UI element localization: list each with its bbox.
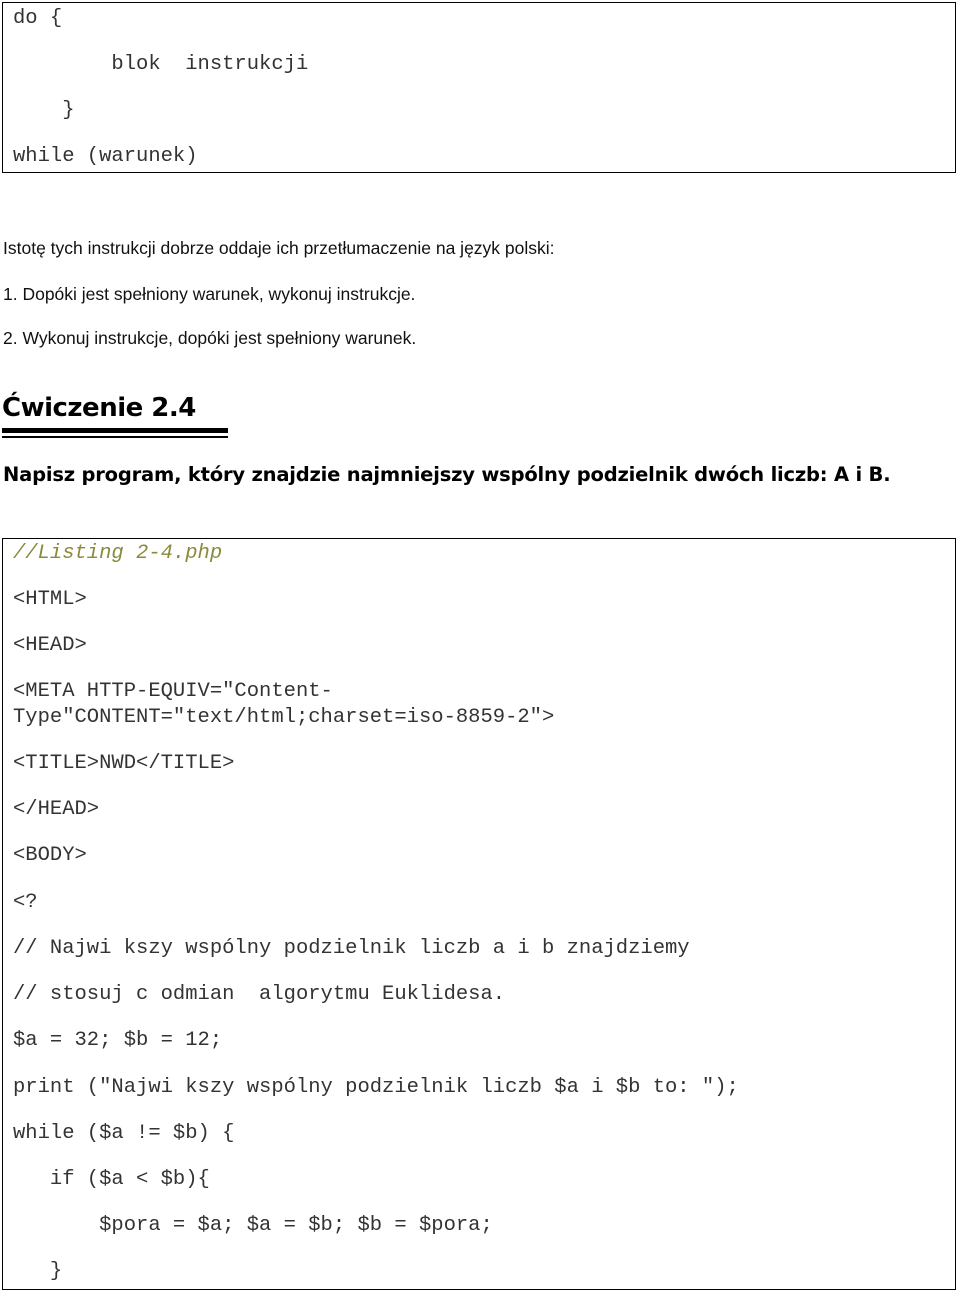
code-line: do {	[13, 7, 63, 30]
code-line: Type"CONTENT="text/html;charset=iso-8859-2">	[13, 706, 555, 729]
intro-paragraph: Istotę tych instrukcji dobrze oddaje ich przetłumaczenie na język polski:	[3, 238, 555, 258]
code-line: while (warunek)	[13, 145, 198, 168]
code-line: <META HTTP-EQUIV="Content-	[13, 680, 333, 703]
exercise-heading: Ćwiczenie 2.4	[2, 393, 196, 423]
list-item-2: 2. Wykonuj instrukcje, dopóki jest spełniony warunek.	[3, 328, 417, 348]
code-line: <BODY>	[13, 844, 87, 867]
code-line: </HEAD>	[13, 798, 100, 821]
heading-underline-thick	[2, 428, 228, 433]
listing-comment: //Listing 2-4.php	[13, 542, 223, 565]
list-item-1: 1. Dopóki jest spełniony warunek, wykonuj instrukcje.	[3, 284, 416, 304]
exercise-task: Napisz program, który znajdzie najmniejszy wspólny podzielnik dwóch liczb: A i B.	[3, 463, 891, 486]
code-line: }	[13, 99, 75, 122]
code-line: }	[13, 1260, 63, 1283]
code-line: $a = 32; $b = 12;	[13, 1029, 223, 1052]
code-block-do-while	[2, 2, 956, 173]
code-block-listing	[2, 538, 956, 1290]
code-line: <?	[13, 891, 38, 914]
code-line: $pora = $a; $a = $b; $b = $pora;	[13, 1214, 493, 1237]
code-line: <HTML>	[13, 588, 87, 611]
code-line: print ("Najwi kszy wspólny podzielnik liczb $a i $b to: ");	[13, 1076, 739, 1099]
code-line: blok instrukcji	[13, 53, 309, 76]
code-line: // Najwi kszy wspólny podzielnik liczb a i b znajdziemy	[13, 937, 690, 960]
heading-underline-thin	[2, 436, 228, 438]
code-line: <TITLE>NWD</TITLE>	[13, 752, 235, 775]
code-line: while ($a != $b) {	[13, 1122, 235, 1145]
code-line: // stosuj c odmian algorytmu Euklidesa.	[13, 983, 506, 1006]
code-line: <HEAD>	[13, 634, 87, 657]
code-line: if ($a < $b){	[13, 1168, 210, 1191]
